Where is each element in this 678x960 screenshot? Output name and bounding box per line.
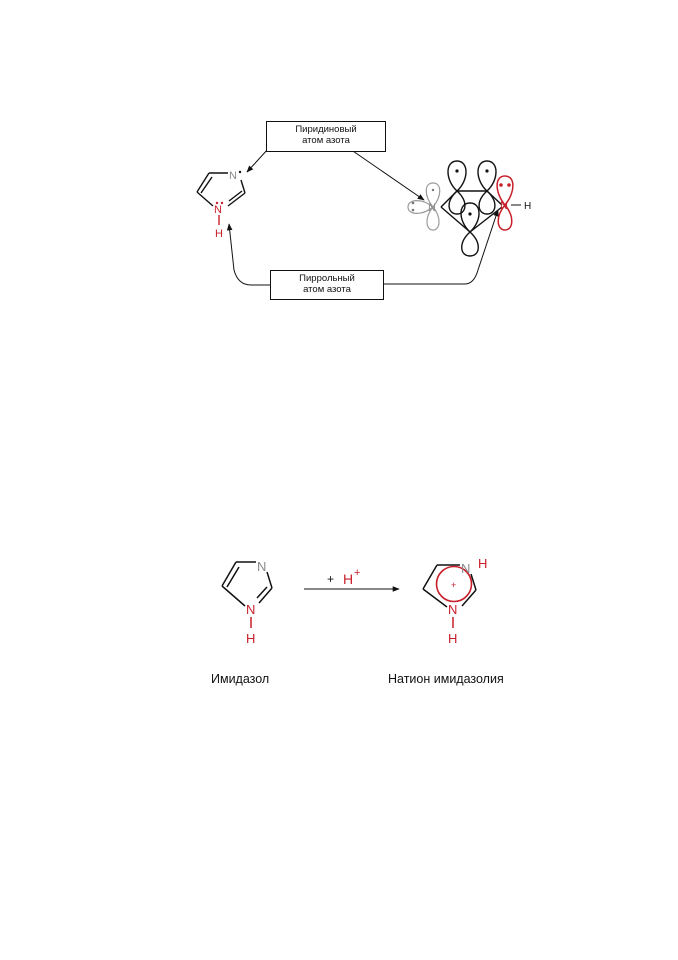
gray-lone-pair-1 (412, 202, 415, 205)
pyrrole-label-line1: Пиррольный (299, 273, 355, 284)
ring-top-pyridine-n: N (229, 170, 237, 182)
pyrrole-nitrogen-label (270, 270, 384, 300)
pyridine-nitrogen-label (266, 121, 386, 152)
pi-orbital-system (441, 161, 502, 256)
product-bottom-h: H (448, 631, 458, 646)
reagent-charge: + (354, 567, 361, 579)
electron-dot-1 (455, 169, 458, 172)
red-lone-pair-1 (499, 183, 503, 187)
reactant-h: H (246, 631, 256, 646)
imidazole-ring-top (197, 173, 245, 206)
gray-dot-top (432, 189, 434, 191)
ring-top-pyrrole-n: N (214, 204, 222, 216)
electron-dot-3 (468, 212, 471, 215)
reagent-plus: + (327, 572, 335, 586)
reactant-pyridine-n: N (257, 559, 267, 574)
ring-top-h: H (215, 228, 223, 240)
product-top-n: N (461, 561, 471, 576)
reactant-pyrrole-n: N (246, 602, 256, 617)
product-charge: + (451, 580, 457, 590)
reactant-caption: Имидазол (211, 672, 270, 686)
orbital-pyridine-n: N (428, 202, 436, 214)
product-caption: Натион имидазолия (388, 672, 504, 686)
pyrrole-n-lone-pair-2 (221, 202, 223, 204)
arrow-pyridine-to-ring (247, 149, 268, 172)
pyrrole-label-line2: атом азота (303, 284, 351, 295)
arrow-pyrrole-to-ring (229, 224, 270, 285)
reagent-h: H (343, 571, 354, 587)
red-lone-pair-2 (507, 183, 511, 187)
pyridine-label-line2: атом азота (302, 135, 350, 146)
pyridine-n-dot (239, 171, 241, 173)
product-top-h: H (478, 556, 488, 571)
pyrrole-n-lone-pair-1 (216, 202, 218, 204)
arrow-pyrrole-to-orbital (382, 210, 498, 284)
arrow-pyridine-to-orbital (350, 149, 424, 200)
pyridine-label-line1: Пиридиновый (295, 124, 357, 135)
gray-lone-pair-2 (412, 209, 415, 212)
electron-dot-2 (485, 169, 488, 172)
product-bottom-n: N (448, 602, 458, 617)
orbital-pyrrole-n: N (500, 200, 508, 212)
orbital-h: H (524, 201, 532, 212)
